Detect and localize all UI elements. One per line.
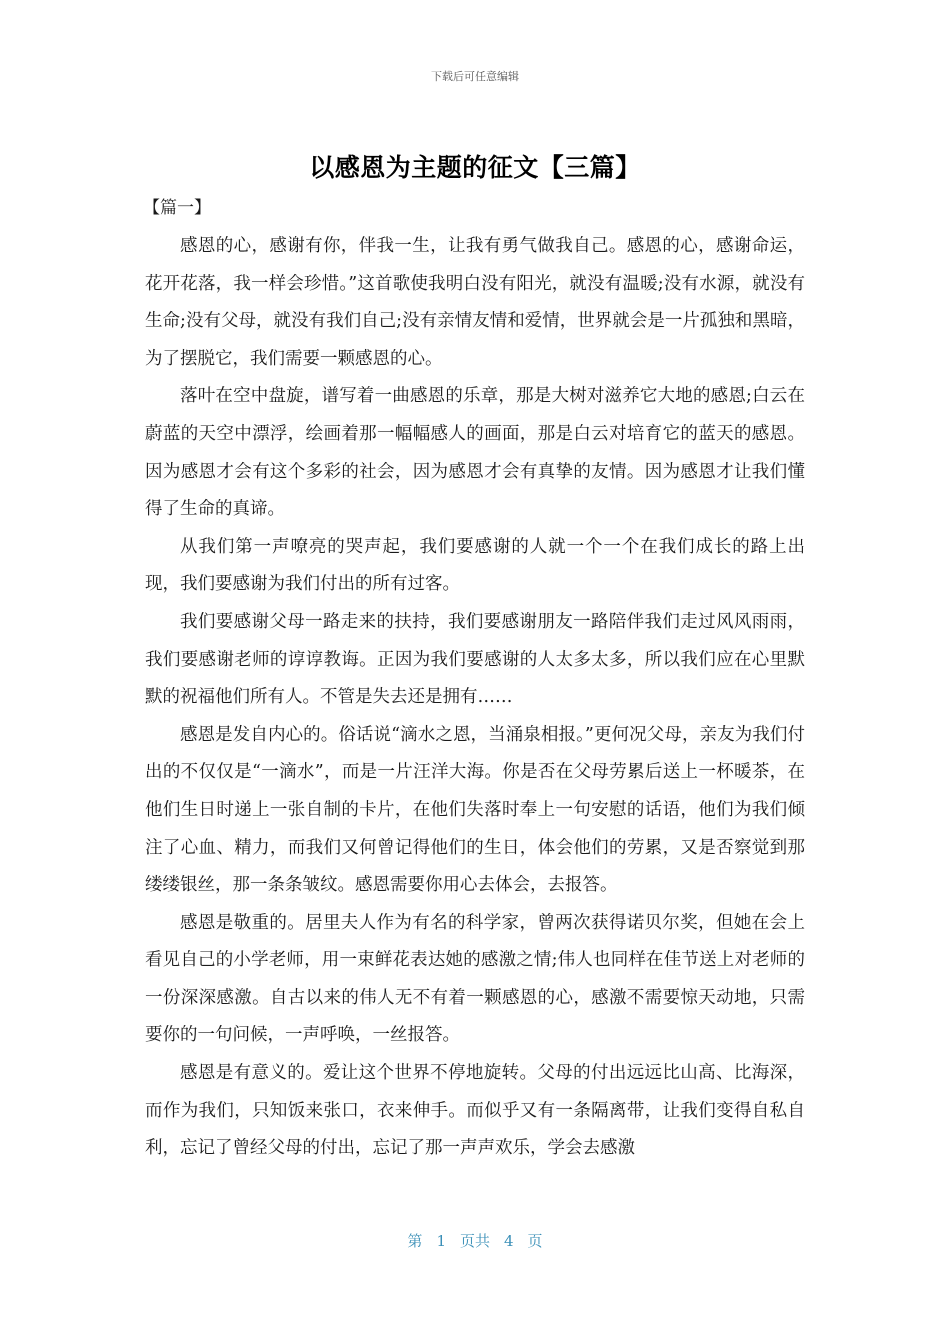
page-number: 1 xyxy=(436,1232,446,1250)
paragraph: 感恩是敬重的。居里夫人作为有名的科学家，曾两次获得诺贝尔奖，但她在会上看见自己的小学老师，用一束鲜花表达她的感激之情;伟人也同样在佳节送上对老师的一份深深感激。自古以来的伟人无不有着一颗感恩的心，感激不需要惊天动地，只需要你的一句问候，一声呼唤，一丝报答。 xyxy=(145,912,805,1046)
page-middle: 页共 xyxy=(459,1232,490,1250)
paragraph: 我们要感谢父母一路走来的扶持，我们要感谢朋友一路陪伴我们走过风风雨雨，我们要感谢老师的谆谆教诲。正因为我们要感谢的人太多太多，所以我们应在心里默默的祝福他们所有人。不管是失去还是拥有…… xyxy=(145,611,805,708)
paragraph: 落叶在空中盘旋，谱写着一曲感恩的乐章，那是大树对滋养它大地的感恩;白云在蔚蓝的天空中漂浮，绘画着那一幅幅感人的画面，那是白云对培育它的蓝天的感恩。因为感恩才会有这个多彩的社会，因为感恩才会有真挚的友情。因为感恩才让我们懂得了生命的真谛。 xyxy=(145,386,805,520)
section-label: 【篇一】 xyxy=(143,198,211,218)
paragraph: 感恩是有意义的。爱让这个世界不停地旋转。父母的付出远远比山高、比海深，而作为我们，只知饭来张口，衣来伸手。而似乎又有一条隔离带，让我们变得自私自利，忘记了曾经父母的付出，忘记了那一声声欢乐，学会去感激 xyxy=(145,1063,805,1159)
total-pages: 4 xyxy=(504,1232,514,1250)
paragraph: 感恩是发自内心的。俗话说“滴水之恩，当涌泉相报。”更何况父母，亲友为我们付出的不仅仅是“一滴水”，而是一片汪洋大海。你是否在父母劳累后送上一杯暖茶，在他们生日时递上一张自制的卡片，在他们失落时奉上一句安慰的话语，他们为我们倾注了心血、精力，而我们又何曾记得他们的生日，体会他们的劳累，又是否察觉到那缕缕银丝，那一条条皱纹。感恩需要你用心去体会，去报答。 xyxy=(145,724,805,896)
header-note: 下载后可任意编辑 xyxy=(431,70,519,83)
page-footer xyxy=(0,1230,950,1251)
page-suffix: 页 xyxy=(527,1232,543,1250)
document-body xyxy=(145,194,805,1168)
document-title: 以感恩为主题的征文【三篇】 xyxy=(309,153,641,182)
paragraph: 感恩的心，感谢有你，伴我一生，让我有勇气做我自己。感恩的心，感谢命运，花开花落，我一样会珍惜。”这首歌使我明白没有阳光，就没有温暖;没有水源，就没有生命;没有父母，就没有我们自己;没有亲情友情和爱情，世界就会是一片孤独和黑暗，为了摆脱它，我们需要一颗感恩的心。 xyxy=(145,236,805,369)
page-prefix: 第 xyxy=(407,1232,423,1250)
paragraph: 从我们第一声嘹亮的哭声起，我们要感谢的人就一个一个在我们成长的路上出现，我们要感谢为我们付出的所有过客。 xyxy=(145,536,805,595)
